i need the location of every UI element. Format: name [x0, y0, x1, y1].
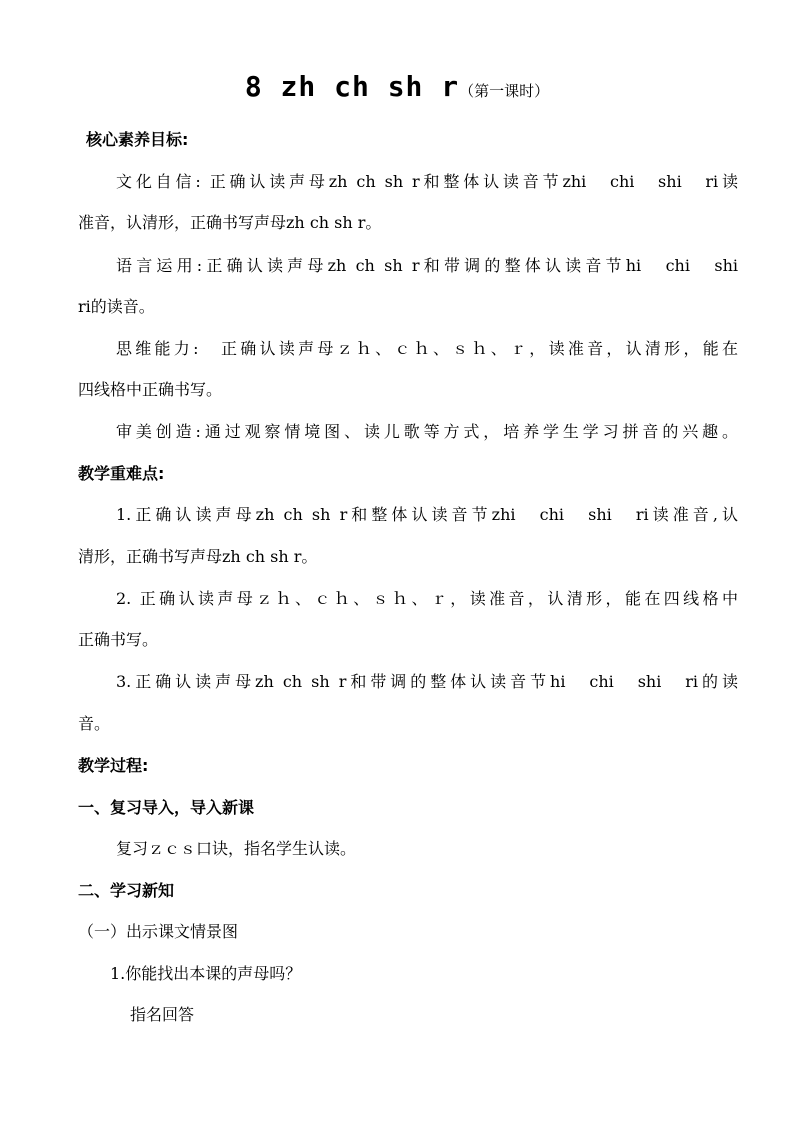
goal-language-line2: ri的读音。 — [78, 297, 155, 316]
goal-aesthetic: 审美创造:通过观察情境图、读儿歌等方式，培养学生学习拼音的兴趣。 — [116, 422, 738, 441]
key-points-heading: 教学重难点: — [78, 464, 165, 483]
title-sub: （第一课时） — [459, 82, 550, 100]
section-2-question-1: 1.你能找出本课的声母吗？ — [110, 964, 302, 983]
process-heading: 教学过程: — [78, 756, 149, 775]
key-point-2-line2: 正确书写。 — [78, 630, 159, 649]
section-2-subheading: （一）出示课文情景图 — [78, 922, 239, 941]
key-point-1-line2: 清形，正确书写声母zh ch sh r。 — [78, 547, 318, 566]
key-point-2-line1: 2. 正确认读声母ｚｈ、ｃｈ、ｓｈ、ｒ，读准音，认清形，能在四线格中 — [116, 589, 738, 608]
key-point-3-line1: 3.正确认读声母zh ch sh r和带调的整体认读音节hi chi shi ri的读 — [116, 672, 738, 691]
key-point-1-line1: 1.正确认读声母zh ch sh r和整体认读音节zhi chi shi ri读准音,认 — [116, 505, 738, 524]
section-1-text: 复习ｚｃｓ口诀，指名学生认读。 — [116, 839, 357, 858]
goal-thinking-line1: 思维能力: 正确认读声母ｚｈ、ｃｈ、ｓｈ、ｒ，读准音，认清形，能在 — [116, 339, 738, 358]
key-point-3-line2: 音。 — [78, 714, 111, 733]
goal-culture-line2: 准音，认清形，正确书写声母zh ch sh r。 — [78, 213, 382, 232]
title-main: 8 zh ch sh r — [244, 70, 460, 103]
goal-culture-line1: 文化自信: 正确认读声母zh ch sh r和整体认读音节zhi chi shi ri读 — [116, 172, 738, 191]
section-2-heading: 二、学习新知 — [78, 881, 175, 900]
goal-language-line1: 语言运用:正确认读声母zh ch sh r和带调的整体认读音节hi chi shi — [116, 256, 738, 275]
section-2-answer-1: 指名回答 — [130, 1005, 195, 1024]
goal-thinking-line2: 四线格中正确书写。 — [78, 380, 223, 399]
section-1-heading: 一、复习导入，导入新课 — [78, 798, 255, 817]
goals-heading: 核心素养目标: — [86, 130, 189, 149]
document-title — [0, 70, 794, 103]
